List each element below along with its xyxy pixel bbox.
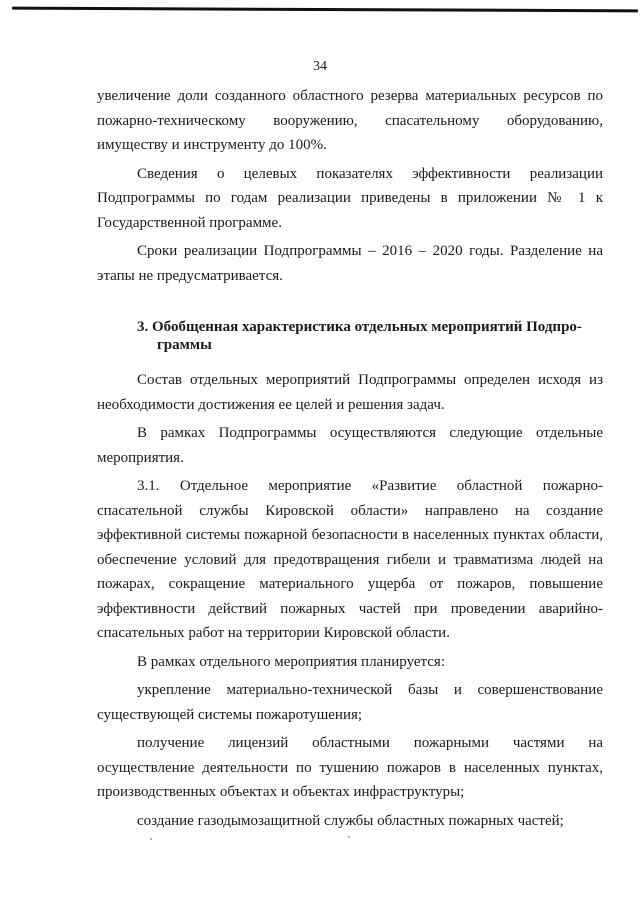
paragraph-intro-1: увеличение доли созданного областного резерва материальных ресурсов по пожарно-техническому вооружению, спасательному оборудованию, имуществу и инструменту до 100%. <box>97 88 603 153</box>
scan-speck <box>348 836 350 838</box>
paragraph-intro-3: Сроки реализации Подпрограммы – 2016 – 2020 годы. Разделение на этапы не предусматривается. <box>97 243 603 284</box>
section-heading-line1: 3. Обобщенная характеристика отдельных мероприятий Подпро- <box>137 319 582 335</box>
top-border-line <box>12 7 638 13</box>
paragraph-body-1: Состав отдельных мероприятий Подпрограммы определен исходя из необходимости достижения ее целей и решения задач. <box>97 372 603 413</box>
section-heading <box>97 318 603 354</box>
paragraph-body-7: создание газодымозащитной службы областных пожарных частей; <box>137 812 564 829</box>
section-heading-line2: граммы <box>157 337 212 353</box>
page-number: 34 <box>313 59 327 74</box>
paragraph-body-4: В рамках отдельного мероприятия планируется: <box>137 653 445 670</box>
paragraph-body-3: 3.1. Отдельное мероприятие «Развитие областной пожарно-спасательной службы Кировской области» направлено на создание эффективной системы пожарной безопасности в населенных пунктах области, обеспечение условий для предотвращения гибели и травматизма людей на пожарах, сокращение материального ущерба от пожаров, повышение эффективности действий пожарных частей при проведении аварийно-спасательных работ на территории Кировской области. <box>97 478 603 641</box>
document-body <box>97 84 603 837</box>
paragraph-body-5: укрепление материально-технической базы и совершенствование существующей системы пожаротушения; <box>97 682 603 723</box>
scan-speck <box>150 838 152 840</box>
paragraph-body-6: получение лицензий областными пожарными частями на осуществление деятельности по тушению пожаров в населенных пунктах, производственных объектах и объектах инфраструктуры; <box>97 735 603 800</box>
paragraph-body-2: В рамках Подпрограммы осуществляются следующие отдельные мероприятия. <box>97 425 603 466</box>
paragraph-intro-2: Сведения о целевых показателях эффективности реализации Подпрограммы по годам реализации приведены в приложении № 1 к Государственной программе. <box>97 165 603 231</box>
